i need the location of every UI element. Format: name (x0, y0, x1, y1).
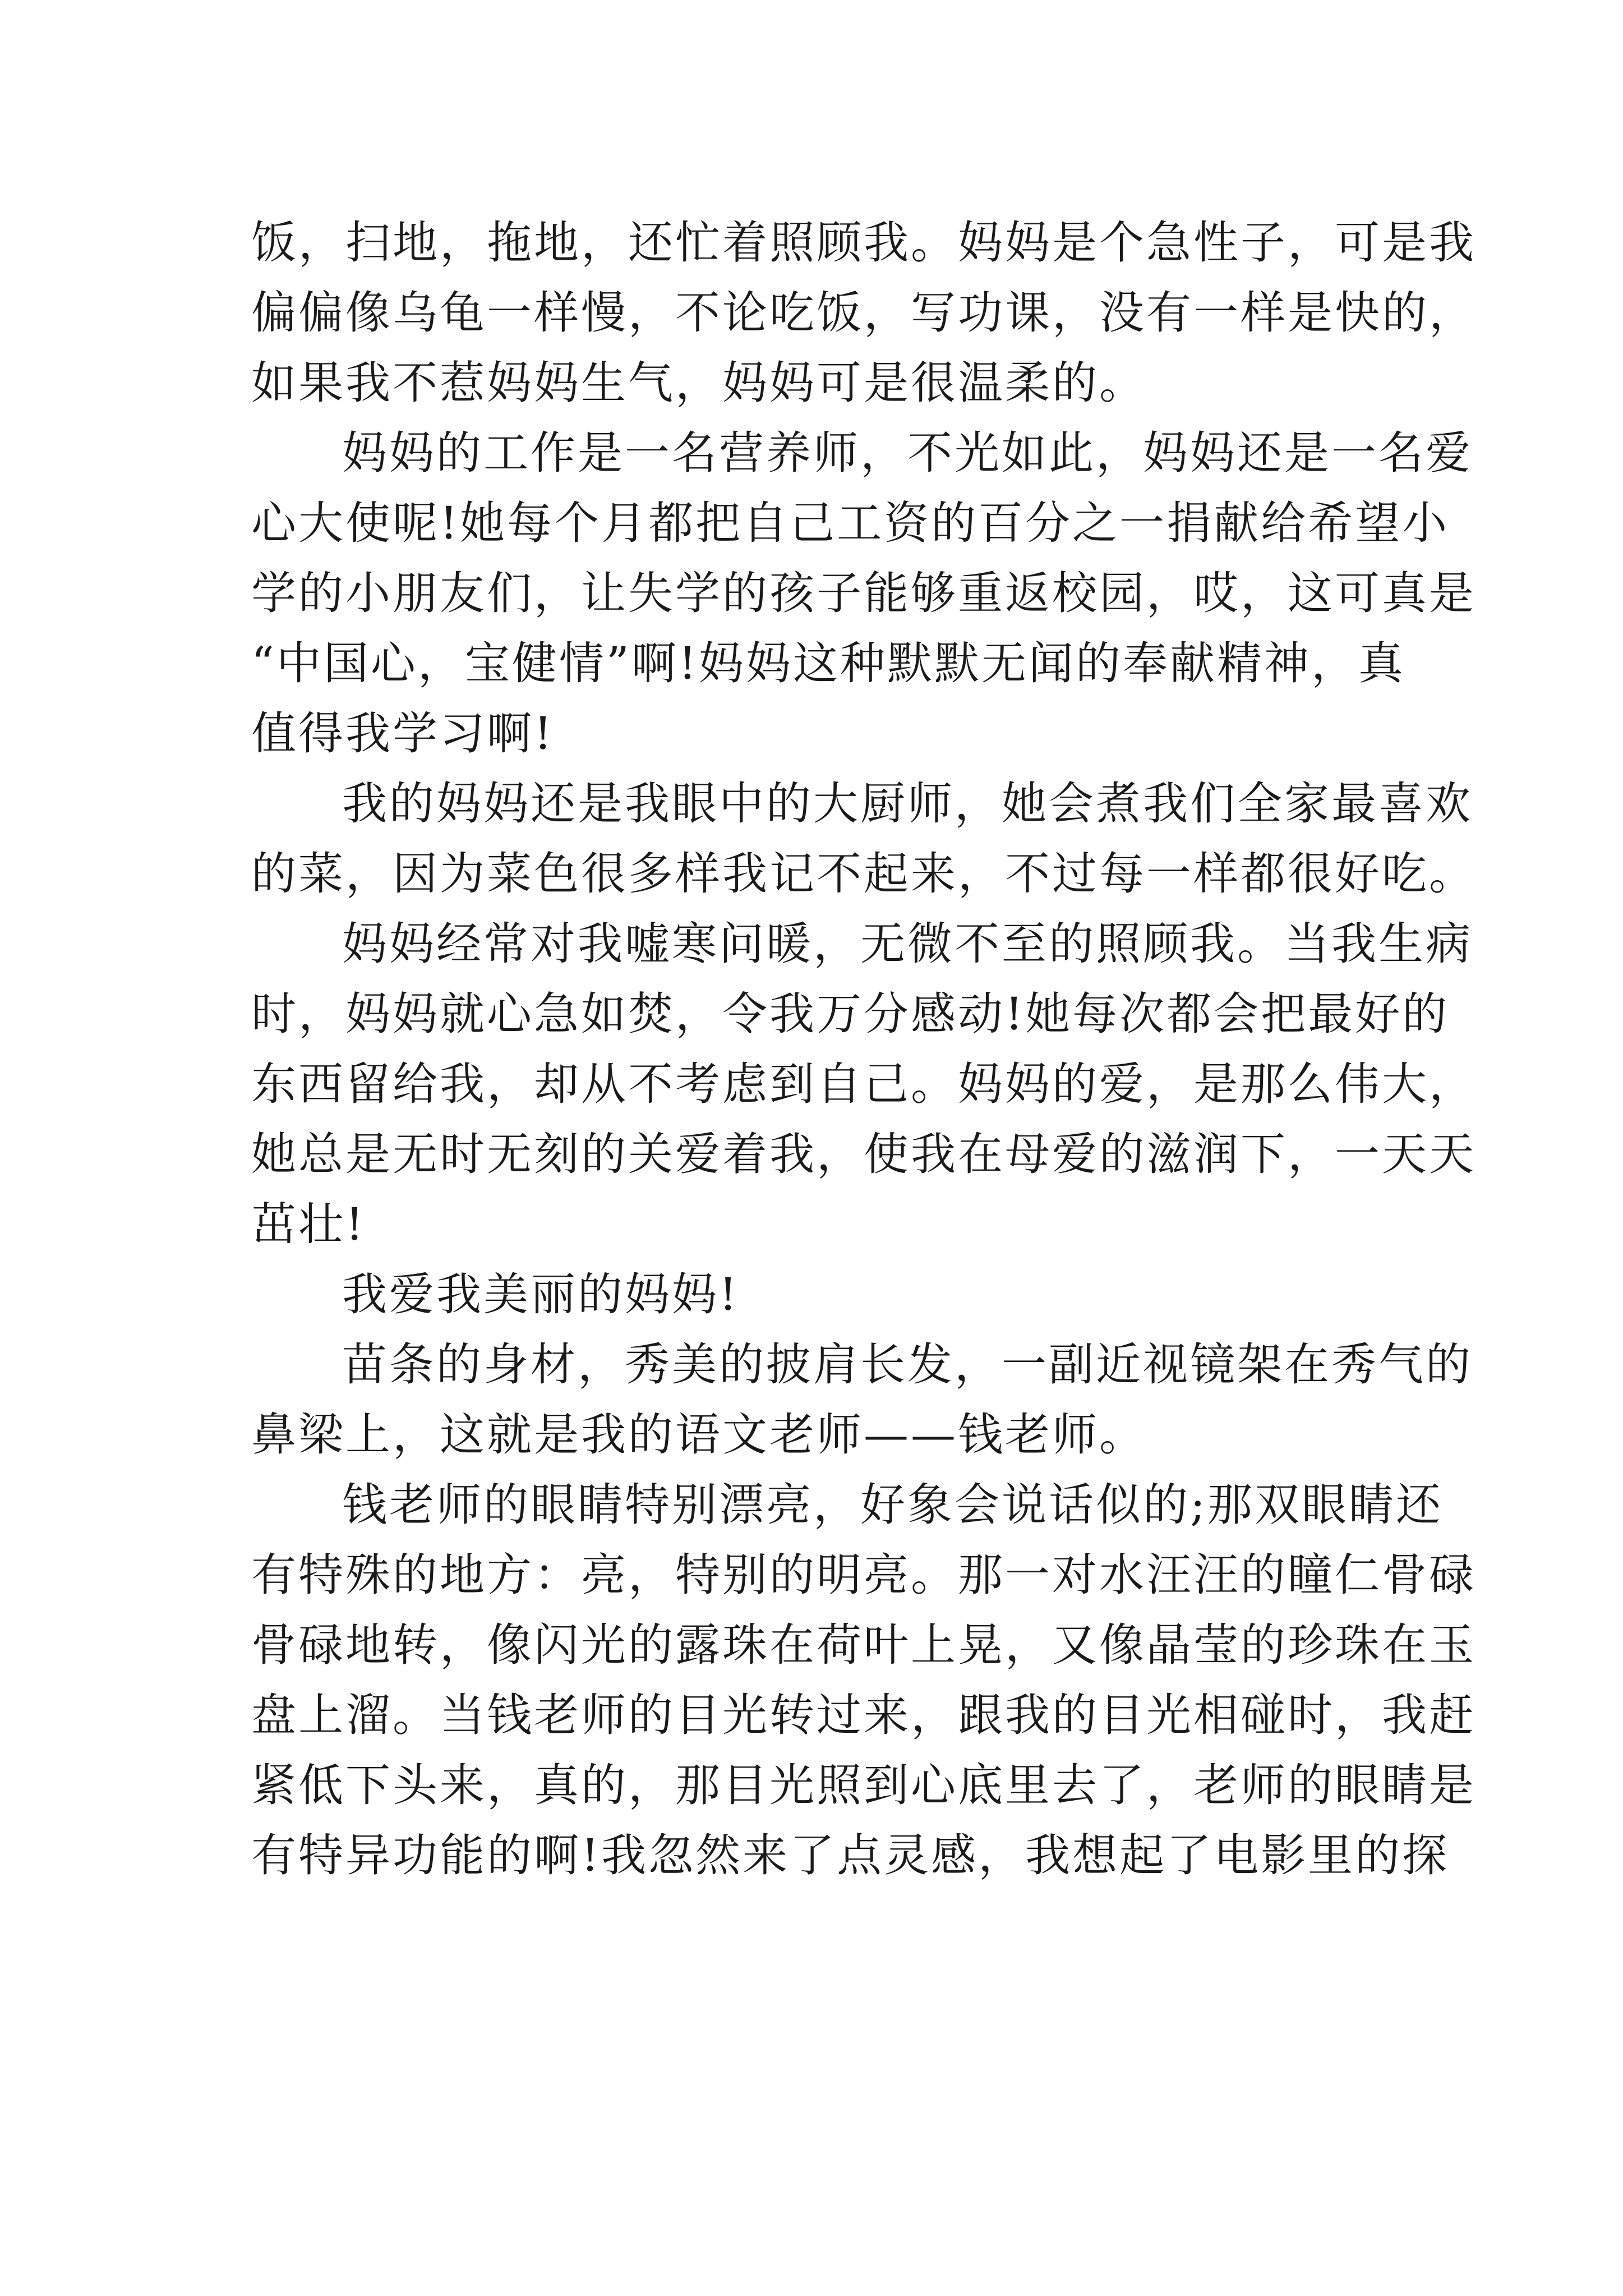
text-line: 饭，扫地，拖地，还忙着照顾我。妈妈是个急性子，可是我 (251, 217, 1476, 269)
text-line: 东西留给我，却从不考虑到自己。妈妈的爱，是那么伟大， (251, 1058, 1476, 1110)
text-line: 我的妈妈还是我眼中的大厨师，她会煮我们全家最喜欢 (342, 777, 1473, 830)
text-line: 有特异功能的啊!我忽然来了点灵感，我想起了电影里的探 (251, 1829, 1450, 1881)
text-line: 茁壮! (251, 1198, 366, 1250)
text-line: 盘上溜。当钱老师的目光转过来，跟我的目光相碰时，我赶 (251, 1689, 1476, 1741)
text-line: 如果我不惹妈妈生气，妈妈可是很温柔的。 (251, 357, 1146, 409)
text-line: 学的小朋友们，让失学的孩子能够重返校园，哎，这可真是 (251, 567, 1476, 619)
text-line: 她总是无时无刻的关爱着我，使我在母爱的滋润下，一天天 (251, 1128, 1476, 1180)
text-line: 心大使呢!她每个月都把自己工资的百分之一捐献给希望小 (251, 497, 1450, 549)
text-line: 值得我学习啊! (251, 707, 555, 760)
text-line: 妈妈经常对我嘘寒问暖，无微不至的照顾我。当我生病 (342, 918, 1473, 970)
text-line: 紧低下头来，真的，那目光照到心底里去了，老师的眼睛是 (251, 1759, 1476, 1811)
text-line: “中国心，宝健情”啊!妈妈这种默默无闻的奉献精神，真 (251, 637, 1405, 689)
text-line: 的菜，因为菜色很多样我记不起来，不过每一样都很好吃。 (251, 848, 1476, 900)
text-line: 时，妈妈就心急如焚，令我万分感动!她每次都会把最好的 (251, 988, 1450, 1040)
text-line: 苗条的身材，秀美的披肩长发，一副近视镜架在秀气的 (342, 1338, 1473, 1391)
text-line: 钱老师的眼睛特别漂亮，好象会说话似的;那双眼睛还 (342, 1479, 1443, 1531)
document-body (251, 208, 1476, 1890)
text-line: 骨碌地转，像闪光的露珠在荷叶上晃，又像晶莹的珍珠在玉 (251, 1619, 1476, 1671)
text-line: 有特殊的地方：亮，特别的明亮。那一对水汪汪的瞳仁骨碌 (251, 1549, 1476, 1601)
text-line: 鼻梁上，这就是我的语文老师——钱老师。 (251, 1409, 1146, 1461)
text-line: 妈妈的工作是一名营养师，不光如此，妈妈还是一名爱 (342, 427, 1473, 479)
text-line: 我爱我美丽的妈妈! (342, 1268, 740, 1320)
text-line: 偏偏像乌龟一样慢，不论吃饭，写功课，没有一样是快的， (251, 287, 1476, 339)
